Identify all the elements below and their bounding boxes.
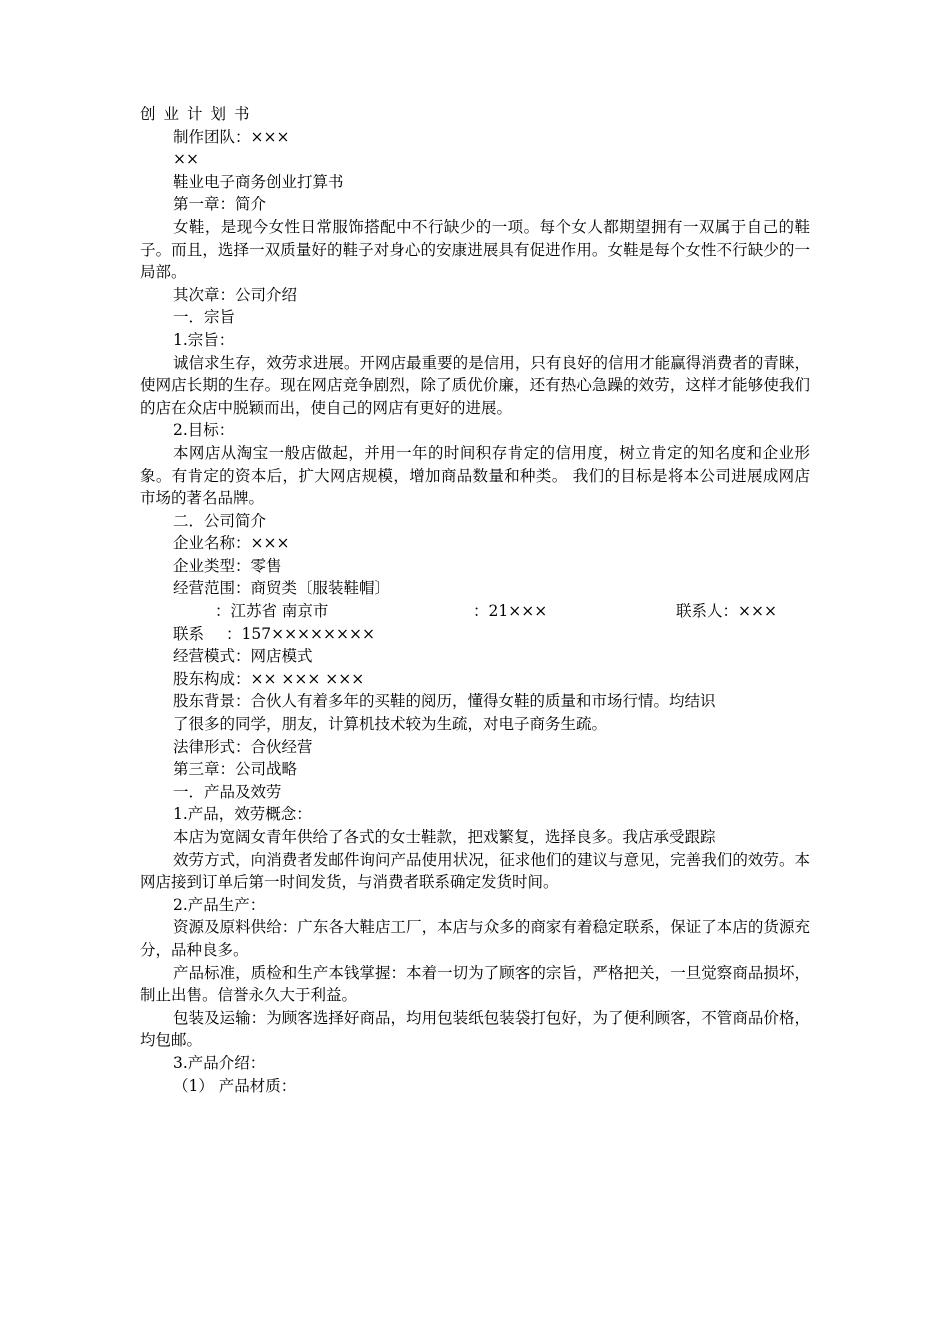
section-1-heading: 一．宗旨 [173,308,236,327]
phone: ：21××× [473,602,548,621]
company-type: 企业类型：零售 [173,556,282,575]
subsection-3-3-heading: 3.产品介绍： [173,1053,266,1072]
legal-form: 法律形式：合伙经营 [173,737,313,756]
team-line: 制作团队：××× [173,127,290,146]
mobile-value: ：157×××××××× [226,624,375,643]
subsection-1-2-heading: 2.目标： [173,421,235,440]
subsection-1-1-paragraph: 诚信求生存，效劳求进展。开网店最重要的是信用，只有良好的信用才能赢得消费者的青睐，使网店长期的生存。现在网店竞争剧烈，除了质优价廉，还有热心急躁的效劳，这样才能够使我们的店在众店中脱颖而出，使自己的网店有更好的进展。 [140,353,810,417]
chapter-1-paragraph: 女鞋，是现今女性日常服饰搭配中不行缺少的一项。每个女人都期望拥有一双属于自己的鞋子。而且，选择一双质量好的鞋子对身心的安康进展具有促进作用。女鞋是每个女性不行缺少的一局部。 [140,217,810,282]
section-3-heading: 一．产品及效劳 [173,782,282,801]
subsection-3-3-1-heading: （1） 产品材质： [173,1076,297,1095]
subsection-3-1-line-a: 本店为宽阔女青年供给了各式的女士鞋款，把戏繁复，选择良多。我店承受跟踪 [173,828,716,846]
document-title: 创业计划书 [140,105,258,123]
chapter-3-heading: 第三章：公司战略 [173,760,298,779]
shareholder-background-2: 了很多的同学，朋友，计算机技术较为生疏，对电子商务生疏。 [173,715,608,734]
subsection-3-2-paragraph-a: 资源及原料供给：广东各大鞋店工厂，本店与众多的商家有着稳定联系，保证了本店的货源充分，品种良多。 [140,918,810,959]
document-subtitle: 鞋业电子商务创业打算书 [173,172,344,191]
chapter-2-heading: 其次章：公司介绍 [173,285,298,304]
subsection-3-2-heading: 2.产品生产： [173,895,266,914]
company-name: 企业名称：××× [173,534,290,553]
address: ：江苏省 南京市 [215,602,329,621]
address-row [140,600,810,623]
shareholder-background-1: 股东背景：合伙人有着多年的买鞋的阅历，懂得女鞋的质量和市场行情。均结识 [173,692,716,711]
contact-person: 联系人：××× [676,602,777,621]
mobile-label: 联系 [173,624,205,643]
section-2-heading: 二．公司简介 [173,511,267,530]
subsection-3-1-heading: 1.产品，效劳概念： [173,805,312,824]
document-page [140,103,810,1097]
business-scope: 经营范围：商贸类〔服装鞋帽〕 [173,579,391,598]
subsection-3-2-paragraph-c: 包装及运输：为顾客选择好商品，均用包装纸包装袋打包好，为了便利顾客，不管商品价格，均包邮。 [140,1008,810,1050]
subsection-3-2-paragraph-b: 产品标准，质检和生产本钱掌握：本着一切为了顾客的宗旨，严格把关，一旦觉察商品损坏，制止出售。信誉永久大于利益。 [140,963,810,1005]
chapter-1-heading: 第一章：简介 [173,195,267,214]
subsection-1-2-paragraph: 本网店从淘宝一般店做起，并用一年的时间积存肯定的信用度，树立肯定的知名度和企业形象。有肯定的资本后，扩大网店规模，增加商品数量和种类。 我们的目标是将本公司进展成网店市场的著名品牌。 [140,443,810,508]
mobile-row [140,623,810,646]
business-mode: 经营模式：网店模式 [173,647,313,666]
shareholders: 股东构成：×× ××× ××× [173,669,365,688]
subsection-1-1-heading: 1.宗旨： [173,330,235,349]
team-line-2: ×× [173,150,199,169]
subsection-3-1-paragraph: 效劳方式，向消费者发邮件询问产品使用状况，征求他们的建议与意见，完善我们的效劳。本网店接到订单后第一时间发货，与消费者联系确定发货时间。 [140,850,810,892]
